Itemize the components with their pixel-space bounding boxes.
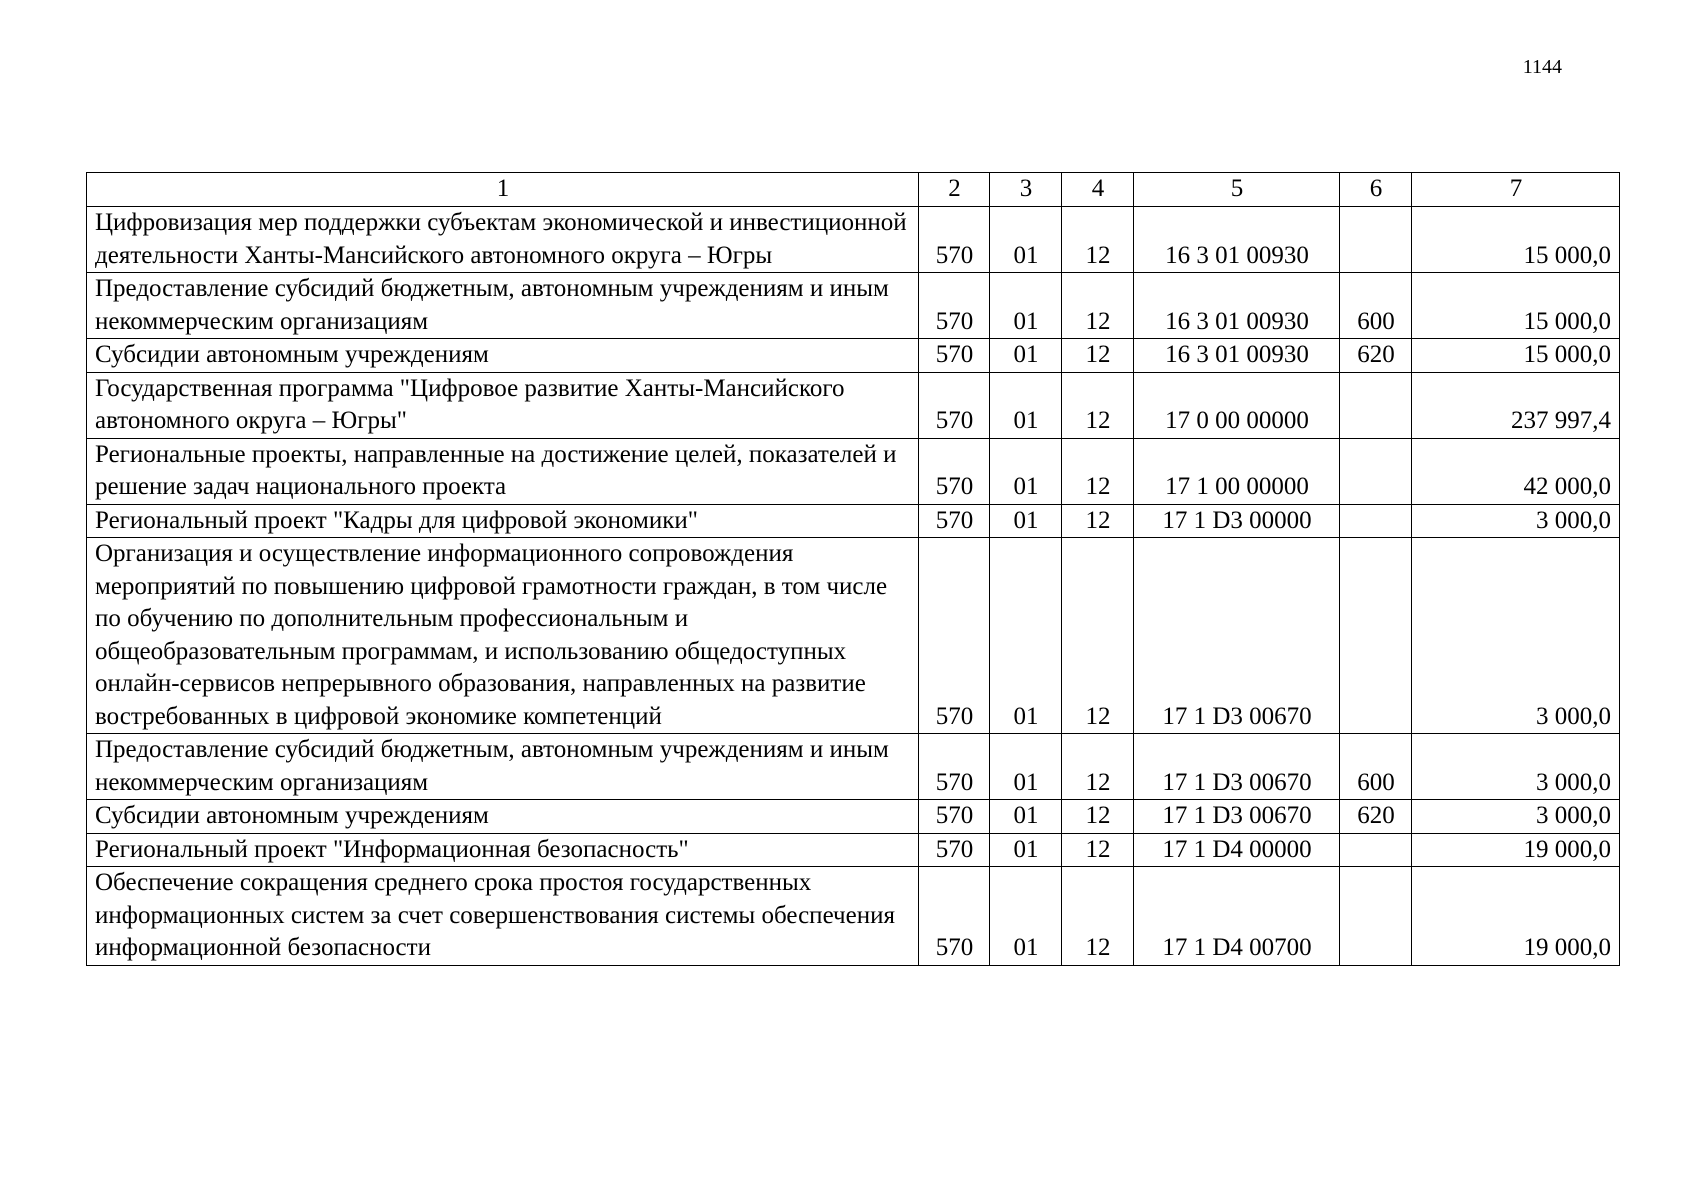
row-section: 01 xyxy=(990,800,1062,834)
row-expense-type xyxy=(1340,207,1412,273)
row-amount: 15 000,0 xyxy=(1412,273,1620,339)
row-name: Предоставление субсидий бюджетным, автономным учреждениям и иным некоммерческим организациям xyxy=(87,273,919,339)
row-section: 01 xyxy=(990,504,1062,538)
table-row xyxy=(87,438,1620,504)
row-ministry: 570 xyxy=(919,734,990,800)
row-section: 01 xyxy=(990,833,1062,867)
table-row xyxy=(87,207,1620,273)
row-subsection: 12 xyxy=(1062,504,1134,538)
row-section: 01 xyxy=(990,538,1062,734)
row-subsection: 12 xyxy=(1062,438,1134,504)
row-ministry: 570 xyxy=(919,867,990,966)
row-target: 16 3 01 00930 xyxy=(1134,207,1340,273)
row-name: Региональные проекты, направленные на достижение целей, показателей и решение задач национального проекта xyxy=(87,438,919,504)
row-amount: 3 000,0 xyxy=(1412,800,1620,834)
row-name: Предоставление субсидий бюджетным, автономным учреждениям и иным некоммерческим организациям xyxy=(87,734,919,800)
row-name: Региональный проект "Кадры для цифровой экономики" xyxy=(87,504,919,538)
row-expense-type: 620 xyxy=(1340,339,1412,373)
row-section: 01 xyxy=(990,438,1062,504)
row-section: 01 xyxy=(990,273,1062,339)
table-row xyxy=(87,833,1620,867)
row-ministry: 570 xyxy=(919,438,990,504)
row-amount: 19 000,0 xyxy=(1412,867,1620,966)
header-row xyxy=(87,173,1620,207)
row-amount: 3 000,0 xyxy=(1412,538,1620,734)
row-ministry: 570 xyxy=(919,372,990,438)
row-target: 17 1 00 00000 xyxy=(1134,438,1340,504)
row-name: Организация и осуществление информационного сопровождения мероприятий по повышению цифровой грамотности граждан, в том числе по обучению по дополнительным профессиональным и общеобразовательным программам, и использованию общедоступных онлайн-сервисов непрерывного образования, направленных на развитие востребованных в цифровой экономике компетенций xyxy=(87,538,919,734)
row-subsection: 12 xyxy=(1062,339,1134,373)
row-name: Региональный проект "Информационная безопасность" xyxy=(87,833,919,867)
table-row xyxy=(87,504,1620,538)
column-header-1: 1 xyxy=(87,173,919,207)
row-subsection: 12 xyxy=(1062,273,1134,339)
row-section: 01 xyxy=(990,867,1062,966)
row-name: Субсидии автономным учреждениям xyxy=(87,339,919,373)
column-header-5: 5 xyxy=(1134,173,1340,207)
row-subsection: 12 xyxy=(1062,833,1134,867)
row-target: 17 0 00 00000 xyxy=(1134,372,1340,438)
row-expense-type xyxy=(1340,538,1412,734)
row-target: 16 3 01 00930 xyxy=(1134,339,1340,373)
row-amount: 3 000,0 xyxy=(1412,504,1620,538)
row-subsection: 12 xyxy=(1062,207,1134,273)
row-subsection: 12 xyxy=(1062,538,1134,734)
table-row xyxy=(87,339,1620,373)
row-subsection: 12 xyxy=(1062,734,1134,800)
row-name: Цифровизация мер поддержки субъектам экономической и инвестиционной деятельности Ханты-Мансийского автономного округа – Югры xyxy=(87,207,919,273)
row-section: 01 xyxy=(990,339,1062,373)
row-amount: 42 000,0 xyxy=(1412,438,1620,504)
page-number: 1144 xyxy=(1522,56,1562,78)
row-name: Обеспечение сокращения среднего срока простоя государственных информационных систем за счет совершенствования системы обеспечения информационной безопасности xyxy=(87,867,919,966)
row-ministry: 570 xyxy=(919,207,990,273)
row-subsection: 12 xyxy=(1062,372,1134,438)
row-name: Государственная программа "Цифровое развитие Ханты-Мансийского автономного округа – Югры" xyxy=(87,372,919,438)
row-section: 01 xyxy=(990,734,1062,800)
table-row xyxy=(87,734,1620,800)
column-header-6: 6 xyxy=(1340,173,1412,207)
column-header-7: 7 xyxy=(1412,173,1620,207)
column-header-2: 2 xyxy=(919,173,990,207)
row-ministry: 570 xyxy=(919,339,990,373)
table-row xyxy=(87,372,1620,438)
column-header-3: 3 xyxy=(990,173,1062,207)
row-amount: 19 000,0 xyxy=(1412,833,1620,867)
budget-table xyxy=(86,172,1620,966)
row-amount: 237 997,4 xyxy=(1412,372,1620,438)
row-expense-type xyxy=(1340,867,1412,966)
row-subsection: 12 xyxy=(1062,867,1134,966)
row-name: Субсидии автономным учреждениям xyxy=(87,800,919,834)
row-ministry: 570 xyxy=(919,538,990,734)
row-target: 16 3 01 00930 xyxy=(1134,273,1340,339)
row-ministry: 570 xyxy=(919,800,990,834)
table-row xyxy=(87,273,1620,339)
table-row xyxy=(87,800,1620,834)
row-target: 17 1 D3 00000 xyxy=(1134,504,1340,538)
column-header-4: 4 xyxy=(1062,173,1134,207)
row-section: 01 xyxy=(990,372,1062,438)
row-target: 17 1 D3 00670 xyxy=(1134,800,1340,834)
row-amount: 15 000,0 xyxy=(1412,207,1620,273)
row-section: 01 xyxy=(990,207,1062,273)
row-expense-type: 600 xyxy=(1340,273,1412,339)
row-target: 17 1 D3 00670 xyxy=(1134,538,1340,734)
row-amount: 15 000,0 xyxy=(1412,339,1620,373)
table-row xyxy=(87,867,1620,966)
row-target: 17 1 D4 00700 xyxy=(1134,867,1340,966)
row-expense-type xyxy=(1340,438,1412,504)
row-target: 17 1 D4 00000 xyxy=(1134,833,1340,867)
row-amount: 3 000,0 xyxy=(1412,734,1620,800)
row-expense-type xyxy=(1340,504,1412,538)
table-row xyxy=(87,538,1620,734)
row-ministry: 570 xyxy=(919,273,990,339)
row-target: 17 1 D3 00670 xyxy=(1134,734,1340,800)
row-expense-type: 600 xyxy=(1340,734,1412,800)
row-expense-type xyxy=(1340,372,1412,438)
row-ministry: 570 xyxy=(919,504,990,538)
row-subsection: 12 xyxy=(1062,800,1134,834)
row-ministry: 570 xyxy=(919,833,990,867)
row-expense-type xyxy=(1340,833,1412,867)
row-expense-type: 620 xyxy=(1340,800,1412,834)
